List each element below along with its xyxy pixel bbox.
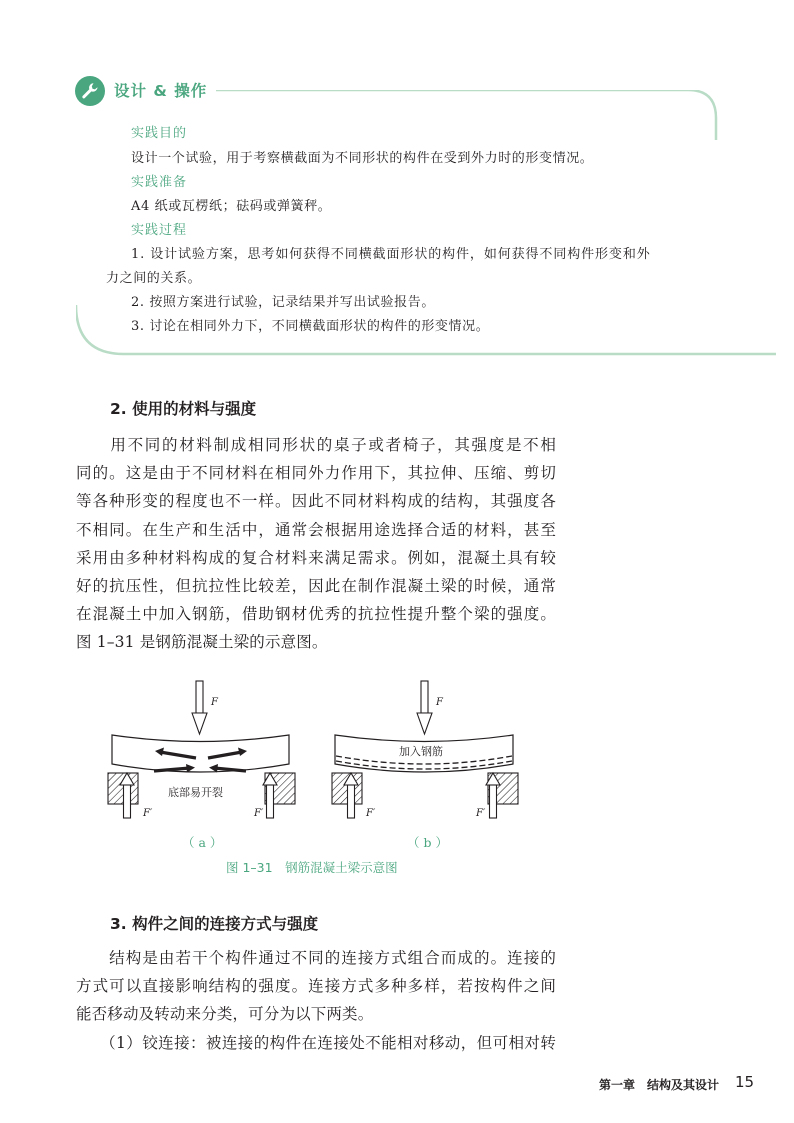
paragraph-line: 采用由多种材料构成的复合材料来满足需求。例如，混凝土具有较 [76, 548, 556, 567]
section-2-paragraph [76, 431, 556, 657]
step1-line2: 力之间的关系。 [106, 271, 202, 286]
label-bottom-cracks: 底部易开裂 [168, 786, 223, 799]
paragraph-line: 图 1–31 是钢筋混凝土梁的示意图。 [76, 633, 328, 652]
paragraph-line: 同的。这是由于不同材料在相同外力作用下，其拉伸、压缩、剪切 [76, 464, 556, 483]
purpose-text: 设计一个试验，用于考察横截面为不同形状的构件在受到外力时的形变情况。 [131, 151, 594, 166]
subfigure-a-caption: （ a ） [182, 835, 223, 850]
subfigure-b-caption: （ b ） [407, 835, 448, 850]
practice-box-title: 设计 & 操作 [114, 82, 208, 100]
prep-label: 实践准备 [131, 175, 188, 190]
section-3-heading: 3. 构件之间的连接方式与强度 [110, 915, 319, 933]
beam-diagram [100, 676, 530, 836]
paragraph-line: 用不同的材料制成相同形状的桌子或者椅子，其强度是不相 [76, 436, 556, 454]
paragraph-line: 方式可以直接影响结构的强度。连接方式多种多样，若按构件之间 [76, 977, 556, 996]
paragraph-line: 能否移动及转动来分类，可分为以下两类。 [76, 1005, 374, 1024]
paragraph-line: 在混凝土中加入钢筋，借助钢材优秀的抗拉性提升整个梁的强度。 [76, 605, 556, 624]
section-3-paragraph [76, 944, 556, 1057]
force-label-a: F [211, 697, 218, 708]
paragraph-line: 不相同。在生产和生活中，通常会根据用途选择合适的材料，甚至 [76, 520, 556, 539]
force-arrow [417, 681, 432, 734]
section-2-heading: 2. 使用的材料与强度 [110, 400, 257, 418]
step1-line1: 1. 设计试验方案，思考如何获得不同横截面形状的构件，如何获得不同构件形变和外 [131, 247, 651, 262]
reaction-label-a-right: F′ [254, 808, 264, 819]
force-arrow [192, 681, 207, 734]
paragraph-line: （1）铰连接：被连接的构件在连接处不能相对移动，但可相对转 [76, 1033, 556, 1052]
chapter-title: 第一章 结构及其设计 [599, 1078, 720, 1092]
step2-text: 2. 按照方案进行试验，记录结果并写出试验报告。 [131, 295, 435, 310]
reaction-label-b-right: F′ [476, 808, 486, 819]
page-number: 15 [735, 1073, 755, 1091]
process-label: 实践过程 [131, 223, 188, 238]
paragraph-line: 好的抗压性，但抗拉性比较差，因此在制作混凝土梁的时候，通常 [76, 577, 556, 596]
force-label-b: F [436, 697, 443, 708]
paragraph-line: 等各种形变的程度也不一样。因此不同材料构成的结构，其强度各 [76, 492, 556, 511]
label-add-rebar: 加入钢筋 [399, 745, 443, 758]
purpose-label: 实践目的 [131, 126, 188, 141]
paragraph-line: 结构是由若干个构件通过不同的连接方式组合而成的。连接的 [76, 949, 556, 967]
reaction-label-a-left: F′ [143, 808, 153, 819]
reaction-label-b-left: F′ [366, 808, 376, 819]
figure-caption: 图 1–31 钢筋混凝土梁示意图 [226, 860, 398, 875]
prep-text: A4 纸或瓦楞纸；砝码或弹簧秤。 [131, 199, 332, 214]
step3-text: 3. 讨论在相同外力下，不同横截面形状的构件的形变情况。 [131, 319, 490, 334]
